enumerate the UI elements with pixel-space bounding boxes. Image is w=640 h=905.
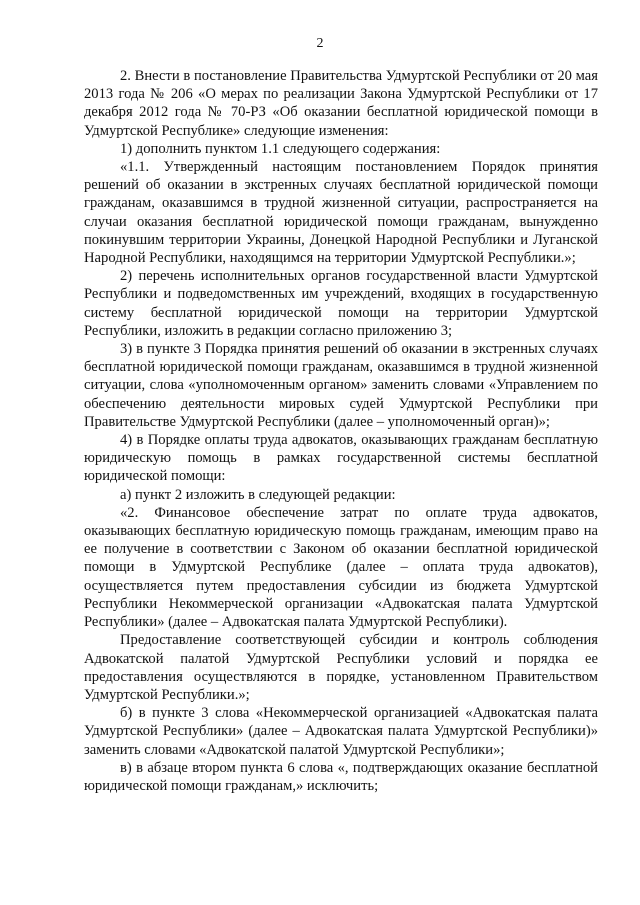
paragraph-amend-intro: 2. Внести в постановление Правительства Удмуртской Республики от 20 мая 2013 года № 206 «О мерах по реализации Закона Удмуртской Республики от 17 декабря 2012 года № 70-РЗ «Об оказании бесплатной юридической помощи в Удмуртской Республике» следующие изменения: <box>84 68 598 139</box>
document-body <box>84 67 598 795</box>
paragraph-clause-1-1: «1.1. Утвержденный настоящим постановлением Порядок принятия решений об оказании в экстренных случаях бесплатной юридической помощи гражданам, оказавшимся в трудной жизненной ситуации, распространяется на случаи оказания бесплатной юридической помощи гражданам, вынужденно покинувшим территории Украины, Донецкой Народной Республики и Луганской Народной Республики, находящимся на территории Удмуртской Республики.»; <box>84 159 598 267</box>
paragraph-item-1: 1) дополнить пунктом 1.1 следующего содержания: <box>120 140 441 157</box>
paragraph-subsidy-control: Предоставление соответствующей субсидии и контроль соблюдения Адвокатской палатой Удмуртской Республики условий и порядка ее предоставления осуществляются в порядке, установленном Правительством Удмуртской Республики.»; <box>84 632 598 703</box>
page-number: 2 <box>316 36 324 51</box>
paragraph-subitem-v: в) в абзаце втором пункта 6 слова «, подтверждающих оказание бесплатной юридической помощи гражданам,» исключить; <box>84 759 598 794</box>
paragraph-item-4: 4) в Порядке оплаты труда адвокатов, оказывающих гражданам бесплатную юридическую помощь в рамках государственной системы бесплатной юридической помощи: <box>84 432 598 485</box>
paragraph-clause-2: «2. Финансовое обеспечение затрат по оплате труда адвокатов, оказывающих бесплатную юридическую помощь гражданам, имеющим право на ее получение в соответствии с Законом об оказании бесплатной юридической помощи в Удмуртской Республике (далее – оплата труда адвокатов), осуществляется путем предоставления субсидии из бюджета Удмуртской Республики Некоммерческой организации «Адвокатская палата Удмуртской Республики» (далее – Адвокатская палата Удмуртской Республики). <box>84 504 598 631</box>
paragraph-item-2: 2) перечень исполнительных органов государственной власти Удмуртской Республики и подведомственных им учреждений, входящих в государственную систему бесплатной юридической помощи на территории Удмуртской Республики, изложить в редакции согласно приложению 3; <box>84 268 598 339</box>
paragraph-subitem-b: б) в пункте 3 слова «Некоммерческой организацией «Адвокатская палата Удмуртской Республики» (далее – Адвокатская палата Удмуртской Республики)» заменить словами «Адвокатской палатой Удмуртской Республики»; <box>84 705 598 758</box>
paragraph-subitem-a: а) пункт 2 изложить в следующей редакции: <box>120 486 396 503</box>
paragraph-item-3: 3) в пункте 3 Порядка принятия решений об оказании в экстренных случаях бесплатной юридической помощи гражданам, оказавшимся в трудной жизненной ситуации, слова «уполномоченным органом» заменить словами «Управлением по обеспечению деятельности мировых судей Удмуртской Республики при Правительстве Удмуртской Республики (далее – уполномоченный орган)»; <box>84 341 598 430</box>
